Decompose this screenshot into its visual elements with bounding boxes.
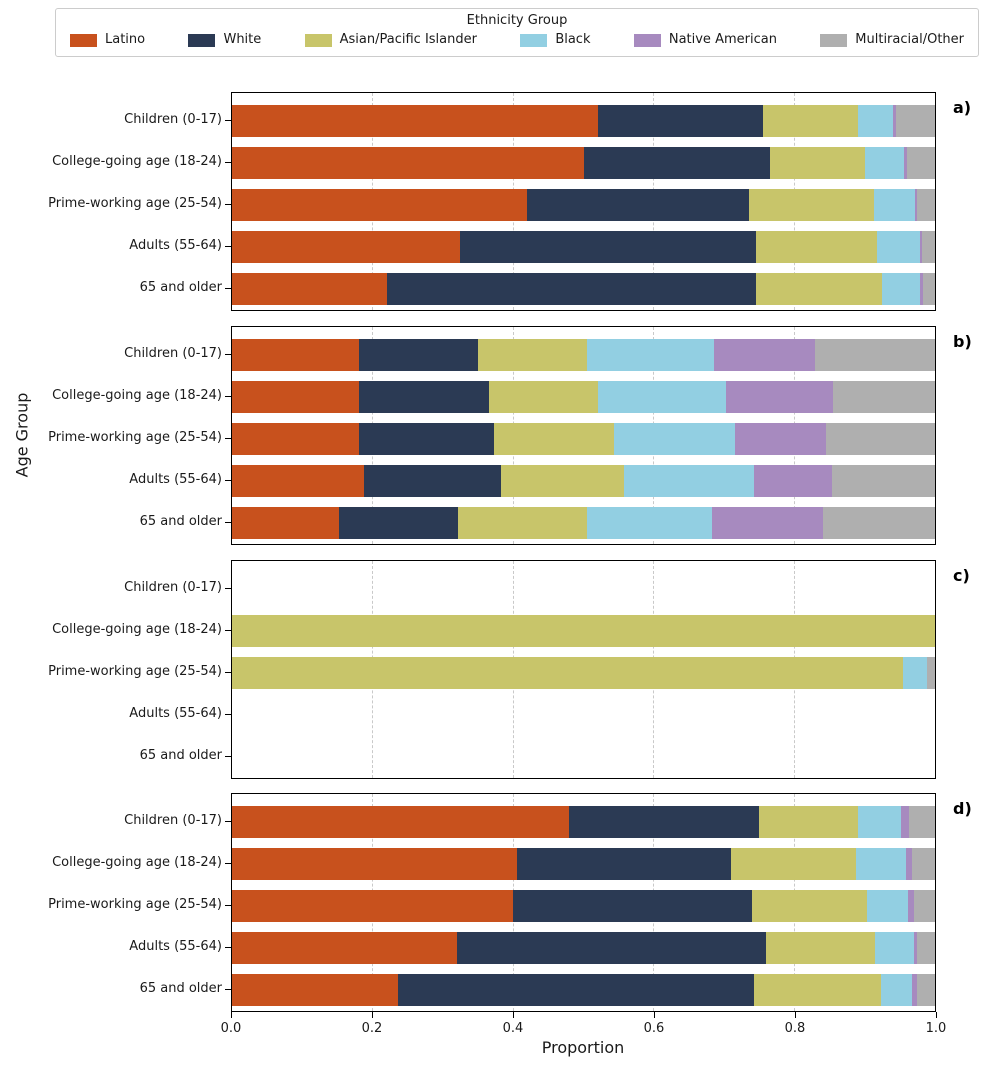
y-tick-mark	[225, 162, 231, 163]
panel-label-d: d)	[953, 799, 972, 818]
bar-segment-black	[614, 423, 735, 455]
legend-items	[56, 27, 978, 47]
bar-segment-white	[387, 273, 756, 305]
y-tick-mark	[225, 947, 231, 948]
y-tick-label-adults-55-64: Adults (55-64)	[129, 238, 222, 253]
bar-segment-multiracial-other	[826, 423, 935, 455]
y-tick-mark	[225, 354, 231, 355]
bar-adults-55-64	[232, 932, 935, 964]
x-tick-mark	[654, 1012, 655, 1018]
bar-segment-white	[359, 423, 495, 455]
bar-segment-latino	[232, 848, 517, 880]
bar-segment-latino	[232, 273, 387, 305]
bar-segment-asian-pacific-islander	[756, 273, 883, 305]
bar-segment-white	[398, 974, 754, 1006]
x-tick-mark	[513, 1012, 514, 1018]
bar-segment-white	[359, 381, 489, 413]
y-tick-mark	[225, 821, 231, 822]
bar-segment-multiracial-other	[914, 890, 935, 922]
bar-college-going-age-18-24	[232, 147, 935, 179]
x-tick-mark	[795, 1012, 796, 1018]
legend-swatch-native-american	[634, 34, 661, 47]
bar-segment-black	[624, 465, 753, 497]
legend-swatch-white	[188, 34, 215, 47]
bar-college-going-age-18-24	[232, 615, 935, 647]
panel-a	[231, 92, 936, 311]
legend-item-asian-pacific-islander	[305, 33, 477, 47]
legend-label: Latino	[105, 32, 146, 47]
bar-segment-multiracial-other	[833, 381, 935, 413]
bar-segment-latino	[232, 507, 339, 539]
y-tick-mark	[225, 588, 231, 589]
bar-segment-multiracial-other	[907, 147, 935, 179]
x-tick-label-1.0: 1.0	[925, 1021, 947, 1036]
bar-segment-latino	[232, 147, 584, 179]
y-tick-label-prime-working-age-25-54: Prime-working age (25-54)	[48, 430, 222, 445]
bar-segment-multiracial-other	[815, 339, 935, 371]
bar-children-0-17	[232, 105, 935, 137]
bar-segment-latino	[232, 231, 460, 263]
bar-segment-multiracial-other	[896, 105, 935, 137]
y-axis-label: Age Group	[12, 392, 32, 478]
legend-swatch-black	[520, 34, 547, 47]
bar-segment-latino	[232, 105, 598, 137]
bar-children-0-17	[232, 806, 935, 838]
y-tick-label-65-and-older: 65 and older	[139, 514, 222, 529]
bar-segment-multiracial-other	[922, 231, 935, 263]
y-tick-mark	[225, 120, 231, 121]
bar-segment-black	[856, 848, 907, 880]
bar-segment-latino	[232, 465, 364, 497]
bar-segment-multiracial-other	[909, 806, 935, 838]
bar-segment-black	[587, 339, 714, 371]
bar-adults-55-64	[232, 699, 935, 731]
bar-segment-multiracial-other	[912, 848, 934, 880]
panel-label-c: c)	[953, 566, 970, 585]
bar-segment-black	[874, 189, 915, 221]
y-tick-label-children-0-17: Children (0-17)	[124, 580, 222, 595]
legend-swatch-asian-pacific-islander	[305, 34, 332, 47]
bar-segment-asian-pacific-islander	[754, 974, 881, 1006]
bar-segment-black	[881, 974, 913, 1006]
bar-segment-native-american	[712, 507, 823, 539]
y-tick-label-college-going-age-18-24: College-going age (18-24)	[52, 622, 222, 637]
bar-segment-multiracial-other	[923, 273, 935, 305]
bar-segment-asian-pacific-islander	[232, 615, 935, 647]
y-tick-label-prime-working-age-25-54: Prime-working age (25-54)	[48, 897, 222, 912]
y-tick-mark	[225, 246, 231, 247]
legend-item-native-american	[634, 33, 777, 47]
legend-label: White	[223, 32, 262, 47]
bar-segment-asian-pacific-islander	[752, 890, 867, 922]
y-tick-mark	[225, 204, 231, 205]
bar-segment-white	[460, 231, 755, 263]
x-tick-label-0.8: 0.8	[784, 1021, 806, 1036]
bar-segment-latino	[232, 339, 359, 371]
legend-label: Asian/Pacific Islander	[339, 32, 477, 47]
bar-segment-asian-pacific-islander	[489, 381, 598, 413]
bar-segment-black	[877, 231, 919, 263]
legend-label: Multiracial/Other	[855, 32, 964, 47]
y-tick-mark	[225, 863, 231, 864]
legend-item-multiracial-other	[820, 33, 964, 47]
bar-segment-multiracial-other	[917, 974, 935, 1006]
bar-segment-asian-pacific-islander	[756, 231, 878, 263]
bar-segment-asian-pacific-islander	[501, 465, 624, 497]
bar-segment-white	[364, 465, 501, 497]
legend-title: Ethnicity Group	[466, 13, 568, 28]
bar-children-0-17	[232, 339, 935, 371]
y-tick-label-adults-55-64: Adults (55-64)	[129, 472, 222, 487]
bar-65-and-older	[232, 974, 935, 1006]
y-tick-label-prime-working-age-25-54: Prime-working age (25-54)	[48, 664, 222, 679]
y-tick-mark	[225, 989, 231, 990]
bar-prime-working-age-25-54	[232, 890, 935, 922]
y-tick-label-prime-working-age-25-54: Prime-working age (25-54)	[48, 196, 222, 211]
bar-segment-asian-pacific-islander	[766, 932, 874, 964]
y-tick-mark	[225, 396, 231, 397]
legend-label: Black	[555, 32, 591, 47]
y-tick-mark	[225, 288, 231, 289]
bar-segment-latino	[232, 890, 513, 922]
bar-segment-latino	[232, 974, 398, 1006]
legend-swatch-latino	[70, 34, 97, 47]
x-tick-mark	[231, 1012, 232, 1018]
bar-segment-latino	[232, 932, 457, 964]
bar-segment-multiracial-other	[917, 932, 935, 964]
bar-segment-multiracial-other	[927, 657, 935, 689]
bar-segment-white	[569, 806, 759, 838]
bar-prime-working-age-25-54	[232, 657, 935, 689]
y-tick-label-65-and-older: 65 and older	[139, 748, 222, 763]
bar-segment-native-american	[726, 381, 833, 413]
y-tick-label-adults-55-64: Adults (55-64)	[129, 939, 222, 954]
bar-segment-black	[598, 381, 727, 413]
y-tick-label-65-and-older: 65 and older	[139, 981, 222, 996]
legend-item-white	[188, 33, 261, 47]
bar-segment-white	[584, 147, 770, 179]
y-tick-mark	[225, 714, 231, 715]
y-tick-mark	[225, 672, 231, 673]
bar-college-going-age-18-24	[232, 848, 935, 880]
bar-segment-white	[359, 339, 479, 371]
bar-prime-working-age-25-54	[232, 423, 935, 455]
panel-label-b: b)	[953, 332, 972, 351]
y-tick-mark	[225, 438, 231, 439]
legend	[55, 8, 979, 57]
bar-segment-native-american	[735, 423, 826, 455]
bar-segment-latino	[232, 381, 359, 413]
bar-segment-native-american	[754, 465, 832, 497]
bar-segment-black	[858, 806, 901, 838]
y-tick-label-adults-55-64: Adults (55-64)	[129, 706, 222, 721]
legend-item-black	[520, 33, 590, 47]
bar-segment-white	[517, 848, 731, 880]
y-tick-label-children-0-17: Children (0-17)	[124, 112, 222, 127]
bar-segment-native-american	[901, 806, 909, 838]
panel-label-a: a)	[953, 98, 972, 117]
bar-segment-asian-pacific-islander	[770, 147, 865, 179]
bar-segment-native-american	[714, 339, 816, 371]
bar-segment-black	[882, 273, 919, 305]
x-tick-label-0.2: 0.2	[361, 1021, 383, 1036]
x-tick-label-0.0: 0.0	[220, 1021, 242, 1036]
bar-segment-black	[875, 932, 914, 964]
bar-segment-asian-pacific-islander	[232, 657, 903, 689]
bar-65-and-older	[232, 741, 935, 773]
bar-segment-asian-pacific-islander	[458, 507, 587, 539]
bar-65-and-older	[232, 273, 935, 305]
y-tick-label-college-going-age-18-24: College-going age (18-24)	[52, 154, 222, 169]
bar-segment-white	[513, 890, 752, 922]
bar-children-0-17	[232, 573, 935, 605]
y-tick-label-college-going-age-18-24: College-going age (18-24)	[52, 855, 222, 870]
bar-segment-white	[527, 189, 748, 221]
bar-65-and-older	[232, 507, 935, 539]
bar-segment-black	[867, 890, 908, 922]
bar-segment-white	[457, 932, 766, 964]
y-tick-label-children-0-17: Children (0-17)	[124, 346, 222, 361]
bar-segment-latino	[232, 806, 569, 838]
bar-segment-latino	[232, 423, 359, 455]
bar-segment-multiracial-other	[823, 507, 935, 539]
y-tick-mark	[225, 756, 231, 757]
bar-segment-asian-pacific-islander	[731, 848, 855, 880]
y-tick-label-children-0-17: Children (0-17)	[124, 813, 222, 828]
bar-segment-asian-pacific-islander	[749, 189, 874, 221]
bar-segment-white	[598, 105, 763, 137]
y-tick-mark	[225, 905, 231, 906]
x-tick-mark	[372, 1012, 373, 1018]
bar-college-going-age-18-24	[232, 381, 935, 413]
y-tick-mark	[225, 522, 231, 523]
bar-segment-black	[587, 507, 712, 539]
y-tick-mark	[225, 480, 231, 481]
bar-adults-55-64	[232, 465, 935, 497]
panel-b	[231, 326, 936, 545]
bar-prime-working-age-25-54	[232, 189, 935, 221]
bar-segment-asian-pacific-islander	[763, 105, 858, 137]
bar-adults-55-64	[232, 231, 935, 263]
legend-label: Native American	[668, 32, 777, 47]
panel-d	[231, 793, 936, 1012]
bar-segment-asian-pacific-islander	[478, 339, 587, 371]
y-tick-label-college-going-age-18-24: College-going age (18-24)	[52, 388, 222, 403]
bar-segment-black	[865, 147, 904, 179]
bar-segment-asian-pacific-islander	[494, 423, 614, 455]
bar-segment-black	[903, 657, 926, 689]
bar-segment-multiracial-other	[832, 465, 935, 497]
bar-segment-latino	[232, 189, 527, 221]
x-tick-label-0.4: 0.4	[502, 1021, 524, 1036]
x-tick-label-0.6: 0.6	[643, 1021, 665, 1036]
bar-segment-multiracial-other	[917, 189, 935, 221]
bar-segment-white	[339, 507, 458, 539]
legend-item-latino	[70, 33, 145, 47]
bar-segment-asian-pacific-islander	[759, 806, 858, 838]
bar-segment-black	[858, 105, 893, 137]
y-tick-label-65-and-older: 65 and older	[139, 280, 222, 295]
y-tick-mark	[225, 630, 231, 631]
x-axis-label: Proportion	[541, 1038, 625, 1057]
panel-c	[231, 560, 936, 779]
x-tick-mark	[936, 1012, 937, 1018]
legend-swatch-multiracial-other	[820, 34, 847, 47]
